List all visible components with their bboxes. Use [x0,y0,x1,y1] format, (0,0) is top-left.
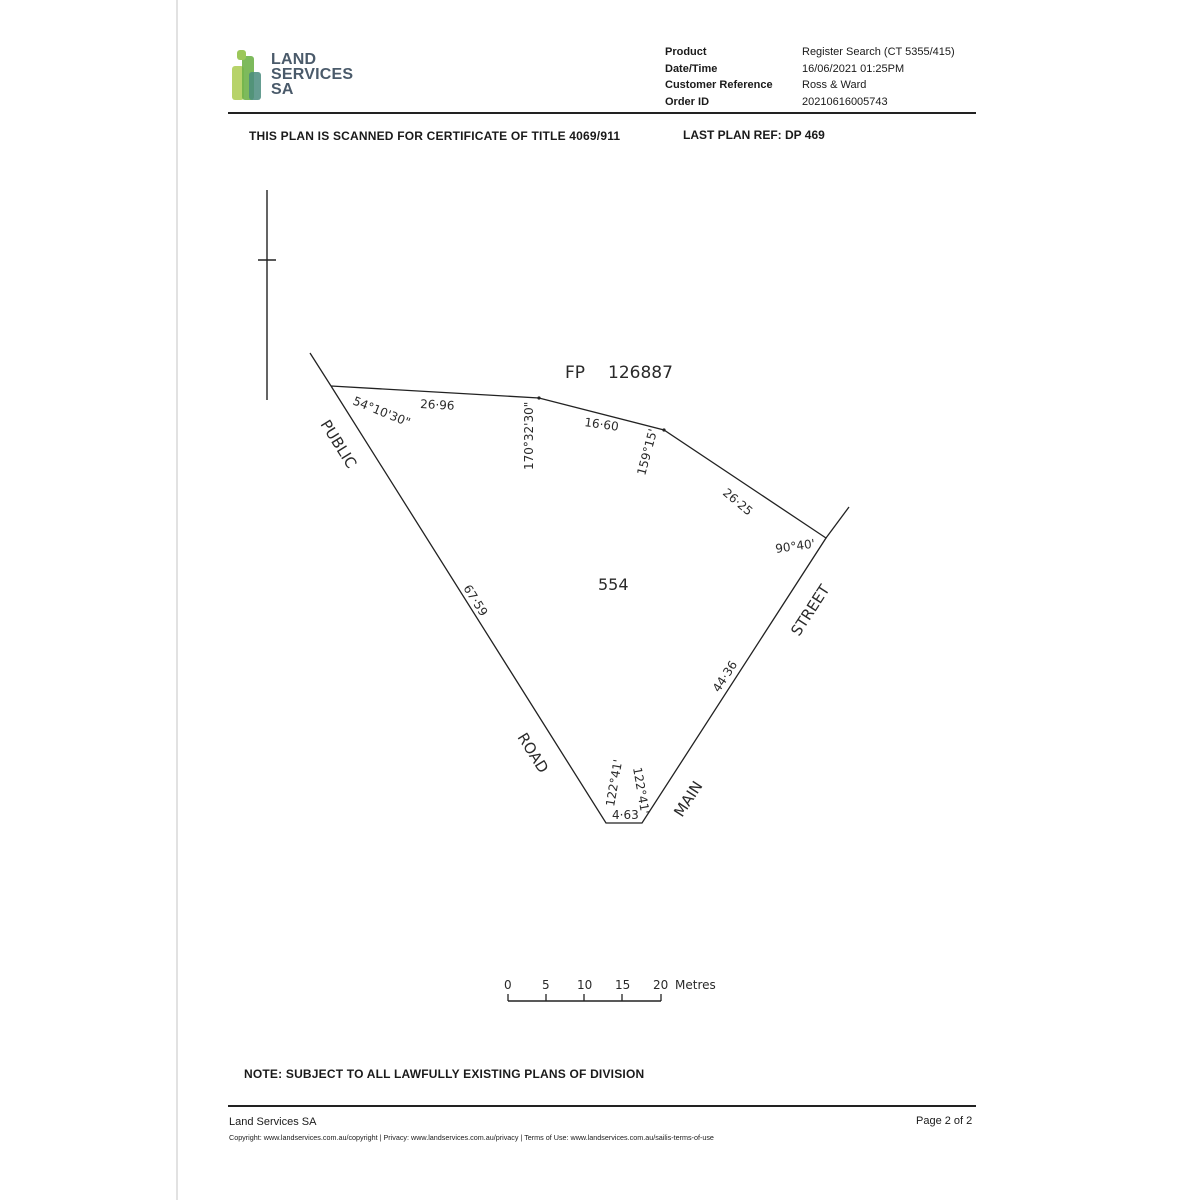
dimension-north-middle: 16·60 [583,415,620,434]
angle-vertex-3: 159°15' [634,427,661,477]
angle-south-west: 122°41' [603,758,626,808]
angle-north-west: 54°10'30" [350,393,413,430]
angle-south-east: 122°41' [630,766,653,816]
scale-label: 10 [577,978,593,992]
logo-line-1: LAND [271,51,317,68]
road-name-road: ROAD [513,729,553,777]
meta-label: Date/Time [665,62,718,75]
last-plan-ref: LAST PLAN REF: DP 469 [683,128,825,142]
page-number: Page 2 of 2 [916,1115,973,1127]
scale-label: 20 [653,978,669,992]
scale-bar [504,978,716,1001]
meta-label: Order ID [665,95,710,108]
boundary-vertex [662,428,665,431]
scale-label: 0 [504,978,512,992]
dimension-south: 4·63 [612,808,639,822]
meta-value: Register Search (CT 5355/415) [802,46,955,58]
main-street-extension [826,507,849,538]
plan-title: THIS PLAN IS SCANNED FOR CERTIFICATE OF TITLE 4069/911 [249,129,621,143]
dimension-north-east: 26·25 [720,485,756,519]
logo-line-2: SERVICES [271,66,354,83]
dimension-main-street: 44·36 [709,658,741,695]
allotment-number: 554 [598,575,629,594]
boundary-vertex [537,396,540,399]
meta-value: 16/06/2021 01:25PM [802,62,905,75]
parcel-boundary [331,386,826,823]
road-name-main: MAIN [670,777,707,821]
footer-organisation: Land Services SA [229,1116,317,1128]
fp-number: 126887 [608,363,673,383]
plan-note: NOTE: SUBJECT TO ALL LAWFULLY EXISTING PLANS OF DIVISION [244,1067,645,1081]
road-name-public: PUBLIC [316,416,361,472]
scale-label: 15 [615,978,631,992]
angle-vertex-2: 170°32'30" [522,401,536,470]
footer-divider [228,1105,976,1107]
angle-north-east: 90°40' [774,536,816,556]
scale-unit: Metres [675,978,716,992]
public-road-extension [310,353,331,386]
fp-label: FP [565,363,586,383]
road-name-street: STREET [787,581,834,640]
meta-value: 20210616005743 [802,95,888,108]
meta-label: Customer Reference [665,79,773,91]
footer-links: Copyright: www.landservices.com.au/copyright | Privacy: www.landservices.com.au/privacy | Terms of Use: www.landservices.com.au/sailis-terms-of-use [229,1133,714,1142]
meta-value: Ross & Ward [802,79,867,91]
dimension-north-west: 26·96 [419,397,455,413]
dimension-public-road: 67·59 [460,582,491,619]
logo-line-3: SA [271,81,294,98]
scale-label: 5 [542,978,550,992]
meta-label: Product [665,46,707,58]
